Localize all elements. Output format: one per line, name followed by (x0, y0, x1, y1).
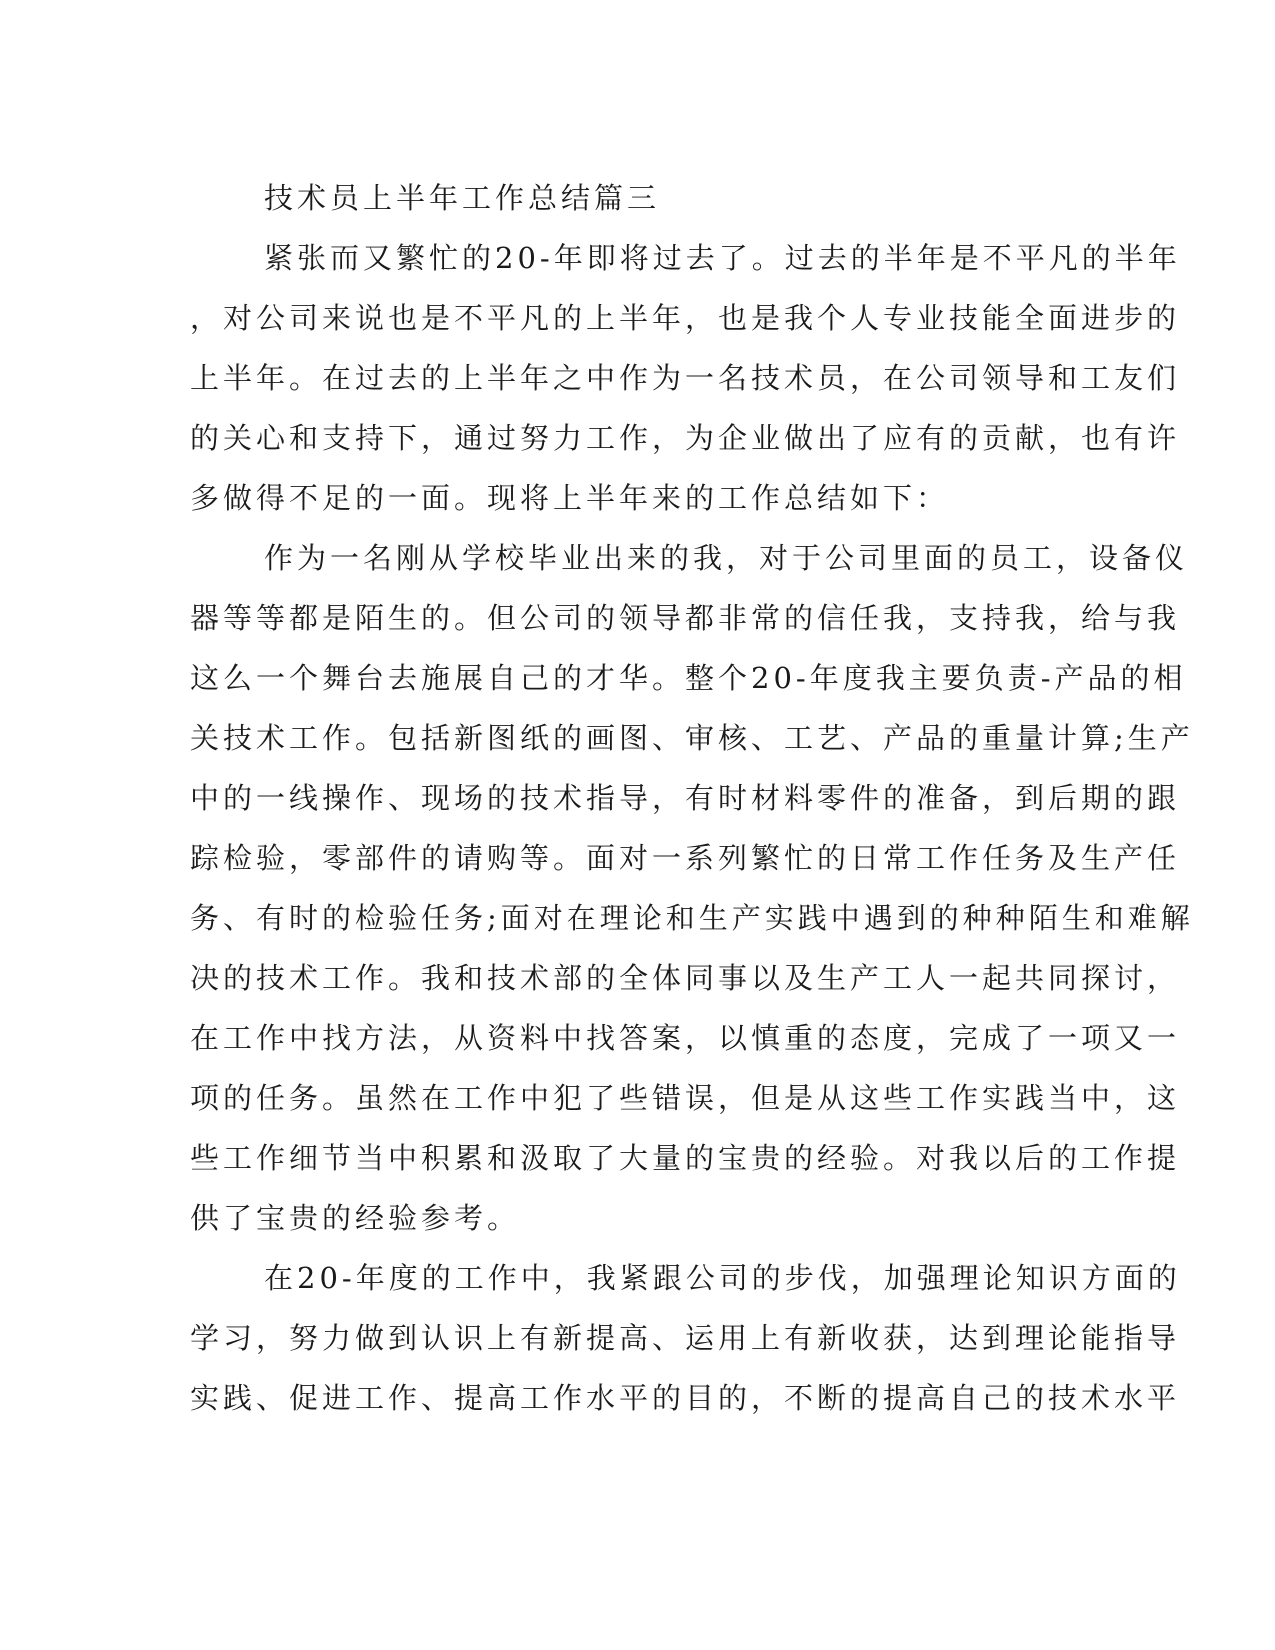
paragraph-line: 务、有时的检验任务;面对在理论和生产实践中遇到的种种陌生和难解 (190, 901, 1194, 935)
paragraph-line: 上半年。在过去的上半年之中作为一名技术员，在公司领导和工友们 (190, 361, 1181, 395)
paragraph-2 (190, 528, 1194, 1248)
paragraph-line: 实践、促进工作、提高工作水平的目的，不断的提高自己的技术水平 (190, 1381, 1181, 1415)
paragraph-line: 作为一名刚从学校毕业出来的我，对于公司里面的员工，设备仪 (264, 541, 1189, 575)
paragraph-line: 项的任务。虽然在工作中犯了些错误，但是从这些工作实践当中，这 (190, 1081, 1181, 1115)
paragraph-line: 这么一个舞台去施展自己的才华。整个20-年度我主要负责-产品的相 (190, 661, 1187, 695)
document-title: 技术员上半年工作总结篇三 (264, 181, 661, 215)
paragraph-line: 在20-年度的工作中，我紧跟公司的步伐，加强理论知识方面的 (264, 1261, 1181, 1295)
paragraph-line: 关技术工作。包括新图纸的画图、审核、工艺、产品的重量计算;生产 (190, 721, 1194, 755)
paragraph-line: 在工作中找方法，从资料中找答案，以慎重的态度，完成了一项又一 (190, 1021, 1181, 1055)
paragraph-line: 学习，努力做到认识上有新提高、运用上有新收获，达到理论能指导 (190, 1321, 1181, 1355)
paragraph-line: 中的一线操作、现场的技术指导，有时材料零件的准备，到后期的跟 (190, 781, 1181, 815)
paragraph-line: 踪检验，零部件的请购等。面对一系列繁忙的日常工作任务及生产任 (190, 841, 1181, 875)
paragraph-line: 些工作细节当中积累和汲取了大量的宝贵的经验。对我以后的工作提 (190, 1141, 1181, 1175)
document-body (190, 168, 1194, 1428)
paragraph-line: 决的技术工作。我和技术部的全体同事以及生产工人一起共同探讨， (190, 961, 1181, 995)
paragraph-3 (190, 1248, 1181, 1428)
paragraph-line: 供了宝贵的经验参考。 (190, 1201, 521, 1235)
paragraph-line: 紧张而又繁忙的20-年即将过去了。过去的半年是不平凡的半年 (264, 241, 1181, 275)
paragraph-line: 器等等都是陌生的。但公司的领导都非常的信任我，支持我，给与我 (190, 601, 1181, 635)
paragraph-1 (190, 228, 1181, 528)
paragraph-line: 的关心和支持下，通过努力工作，为企业做出了应有的贡献，也有许 (190, 421, 1181, 455)
paragraph-line: ，对公司来说也是不平凡的上半年，也是我个人专业技能全面进步的 (190, 301, 1181, 335)
paragraph-line: 多做得不足的一面。现将上半年来的工作总结如下： (190, 481, 950, 515)
